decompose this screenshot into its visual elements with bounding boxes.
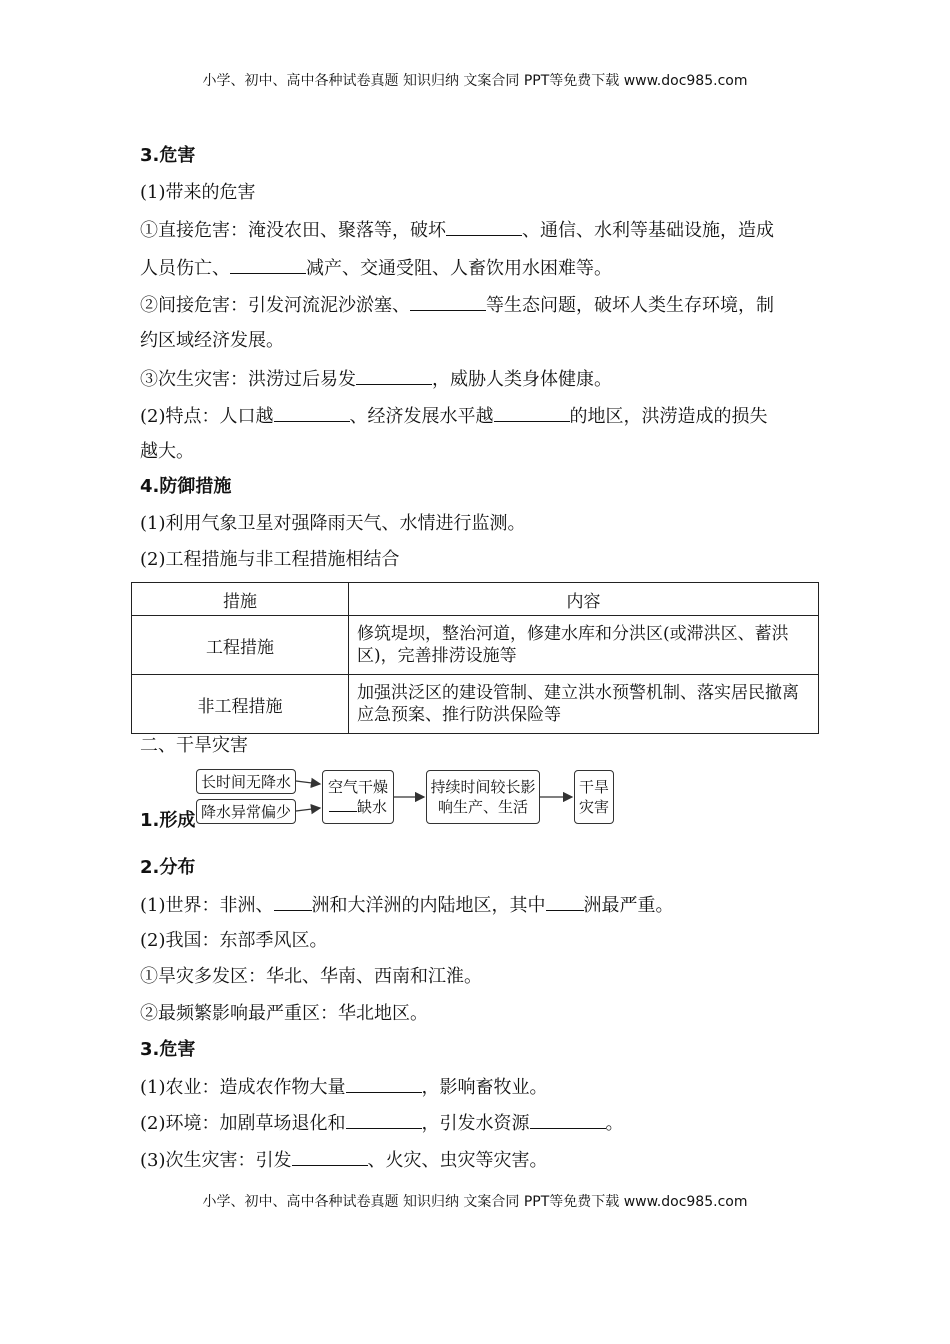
world-distribution: (1)世界：非洲、 洲和大洋洲的内陆地区，其中 洲最严重。 bbox=[140, 892, 674, 918]
answer-blank[interactable] bbox=[546, 892, 584, 911]
secondary-harm: (3)次生灾害：引发 、火灾、虫灾等灾害。 bbox=[140, 1147, 548, 1173]
defense-heading: 4.防御措施 bbox=[140, 476, 232, 497]
agri-harm: (1)农业：造成农作物大量 ，影响畜牧业。 bbox=[140, 1074, 548, 1100]
china-distribution: (2)我国：东部季风区。 bbox=[140, 930, 328, 951]
answer-blank[interactable] bbox=[346, 1110, 422, 1129]
content-cell: 修筑堤坝，整治河道，修建水库和分洪区(或滞洪区、蓄洪区)，完善排涝设施等 bbox=[349, 616, 819, 675]
china-frequent-area: ①旱灾多发区：华北、华南、西南和江淮。 bbox=[140, 966, 482, 987]
col-measure-header: 措施 bbox=[132, 583, 349, 616]
drought-section-title: 二、干旱灾害 bbox=[140, 735, 248, 756]
arrow-icon bbox=[296, 808, 320, 811]
measure-cell: 工程措施 bbox=[132, 616, 349, 675]
measure-cell: 非工程措施 bbox=[132, 675, 349, 734]
flow-effect: 持续时间较长影响生产、生活 bbox=[426, 770, 540, 824]
defense-item-2: (2)工程措施与非工程措施相结合 bbox=[140, 549, 400, 570]
formation-heading: 1.形成 bbox=[140, 810, 196, 831]
flood-feature: (2)特点：人口越 、经济发展水平越 的地区，洪涝造成的损失 bbox=[140, 403, 768, 429]
answer-blank[interactable] bbox=[292, 1147, 368, 1166]
drought-harm-heading: 3.危害 bbox=[140, 1039, 196, 1060]
flow-cause-1: 长时间无降水 bbox=[196, 769, 296, 794]
harm-subtitle: (1)带来的危害 bbox=[140, 182, 256, 203]
indirect-harm: ②间接危害：引发河流泥沙淤塞、 等生态问题，破坏人类生存环境，制 bbox=[140, 292, 774, 318]
flow-result: 干旱灾害 bbox=[574, 770, 614, 824]
env-harm: (2)环境：加剧草场退化和 ，引发水资源 。 bbox=[140, 1110, 624, 1136]
indirect-harm-cont: 约区域经济发展。 bbox=[140, 330, 284, 351]
defense-item-1: (1)利用气象卫星对强降雨天气、水情进行监测。 bbox=[140, 513, 526, 534]
flow-mid-bottom: 缺水 bbox=[329, 797, 387, 817]
flood-feature-cont: 越大。 bbox=[140, 441, 194, 462]
page-footer: 小学、初中、高中各种试卷真题 知识归纳 文案合同 PPT等免费下载 www.doc985.com bbox=[202, 1194, 748, 1210]
distribution-heading: 2.分布 bbox=[140, 857, 196, 878]
direct-harm-cont: 人员伤亡、 减产、交通受阻、人畜饮用水困难等。 bbox=[140, 255, 612, 281]
content-cell: 加强洪泛区的建设管制、建立洪水预警机制、落实居民撤离应急预案、推行防洪保险等 bbox=[349, 675, 819, 734]
answer-blank[interactable] bbox=[274, 892, 312, 911]
answer-blank[interactable] bbox=[346, 1074, 422, 1093]
flow-cause-2: 降水异常偏少 bbox=[196, 799, 296, 824]
china-severe-area: ②最频繁影响最严重区：华北地区。 bbox=[140, 1003, 428, 1024]
direct-harm: ①直接危害：淹没农田、聚落等，破坏 、通信、水利等基础设施，造成 bbox=[140, 217, 774, 243]
secondary-disaster: ③次生灾害：洪涝过后易发 ，威胁人类身体健康。 bbox=[140, 366, 612, 392]
page-header: 小学、初中、高中各种试卷真题 知识归纳 文案合同 PPT等免费下载 www.doc985.com bbox=[202, 73, 748, 89]
arrow-icon bbox=[296, 781, 320, 784]
col-content-header: 内容 bbox=[349, 583, 819, 616]
flow-mid-top: 空气干燥 bbox=[327, 778, 388, 796]
answer-blank[interactable] bbox=[530, 1110, 606, 1129]
flood-harm-heading: 3.危害 bbox=[140, 145, 196, 166]
